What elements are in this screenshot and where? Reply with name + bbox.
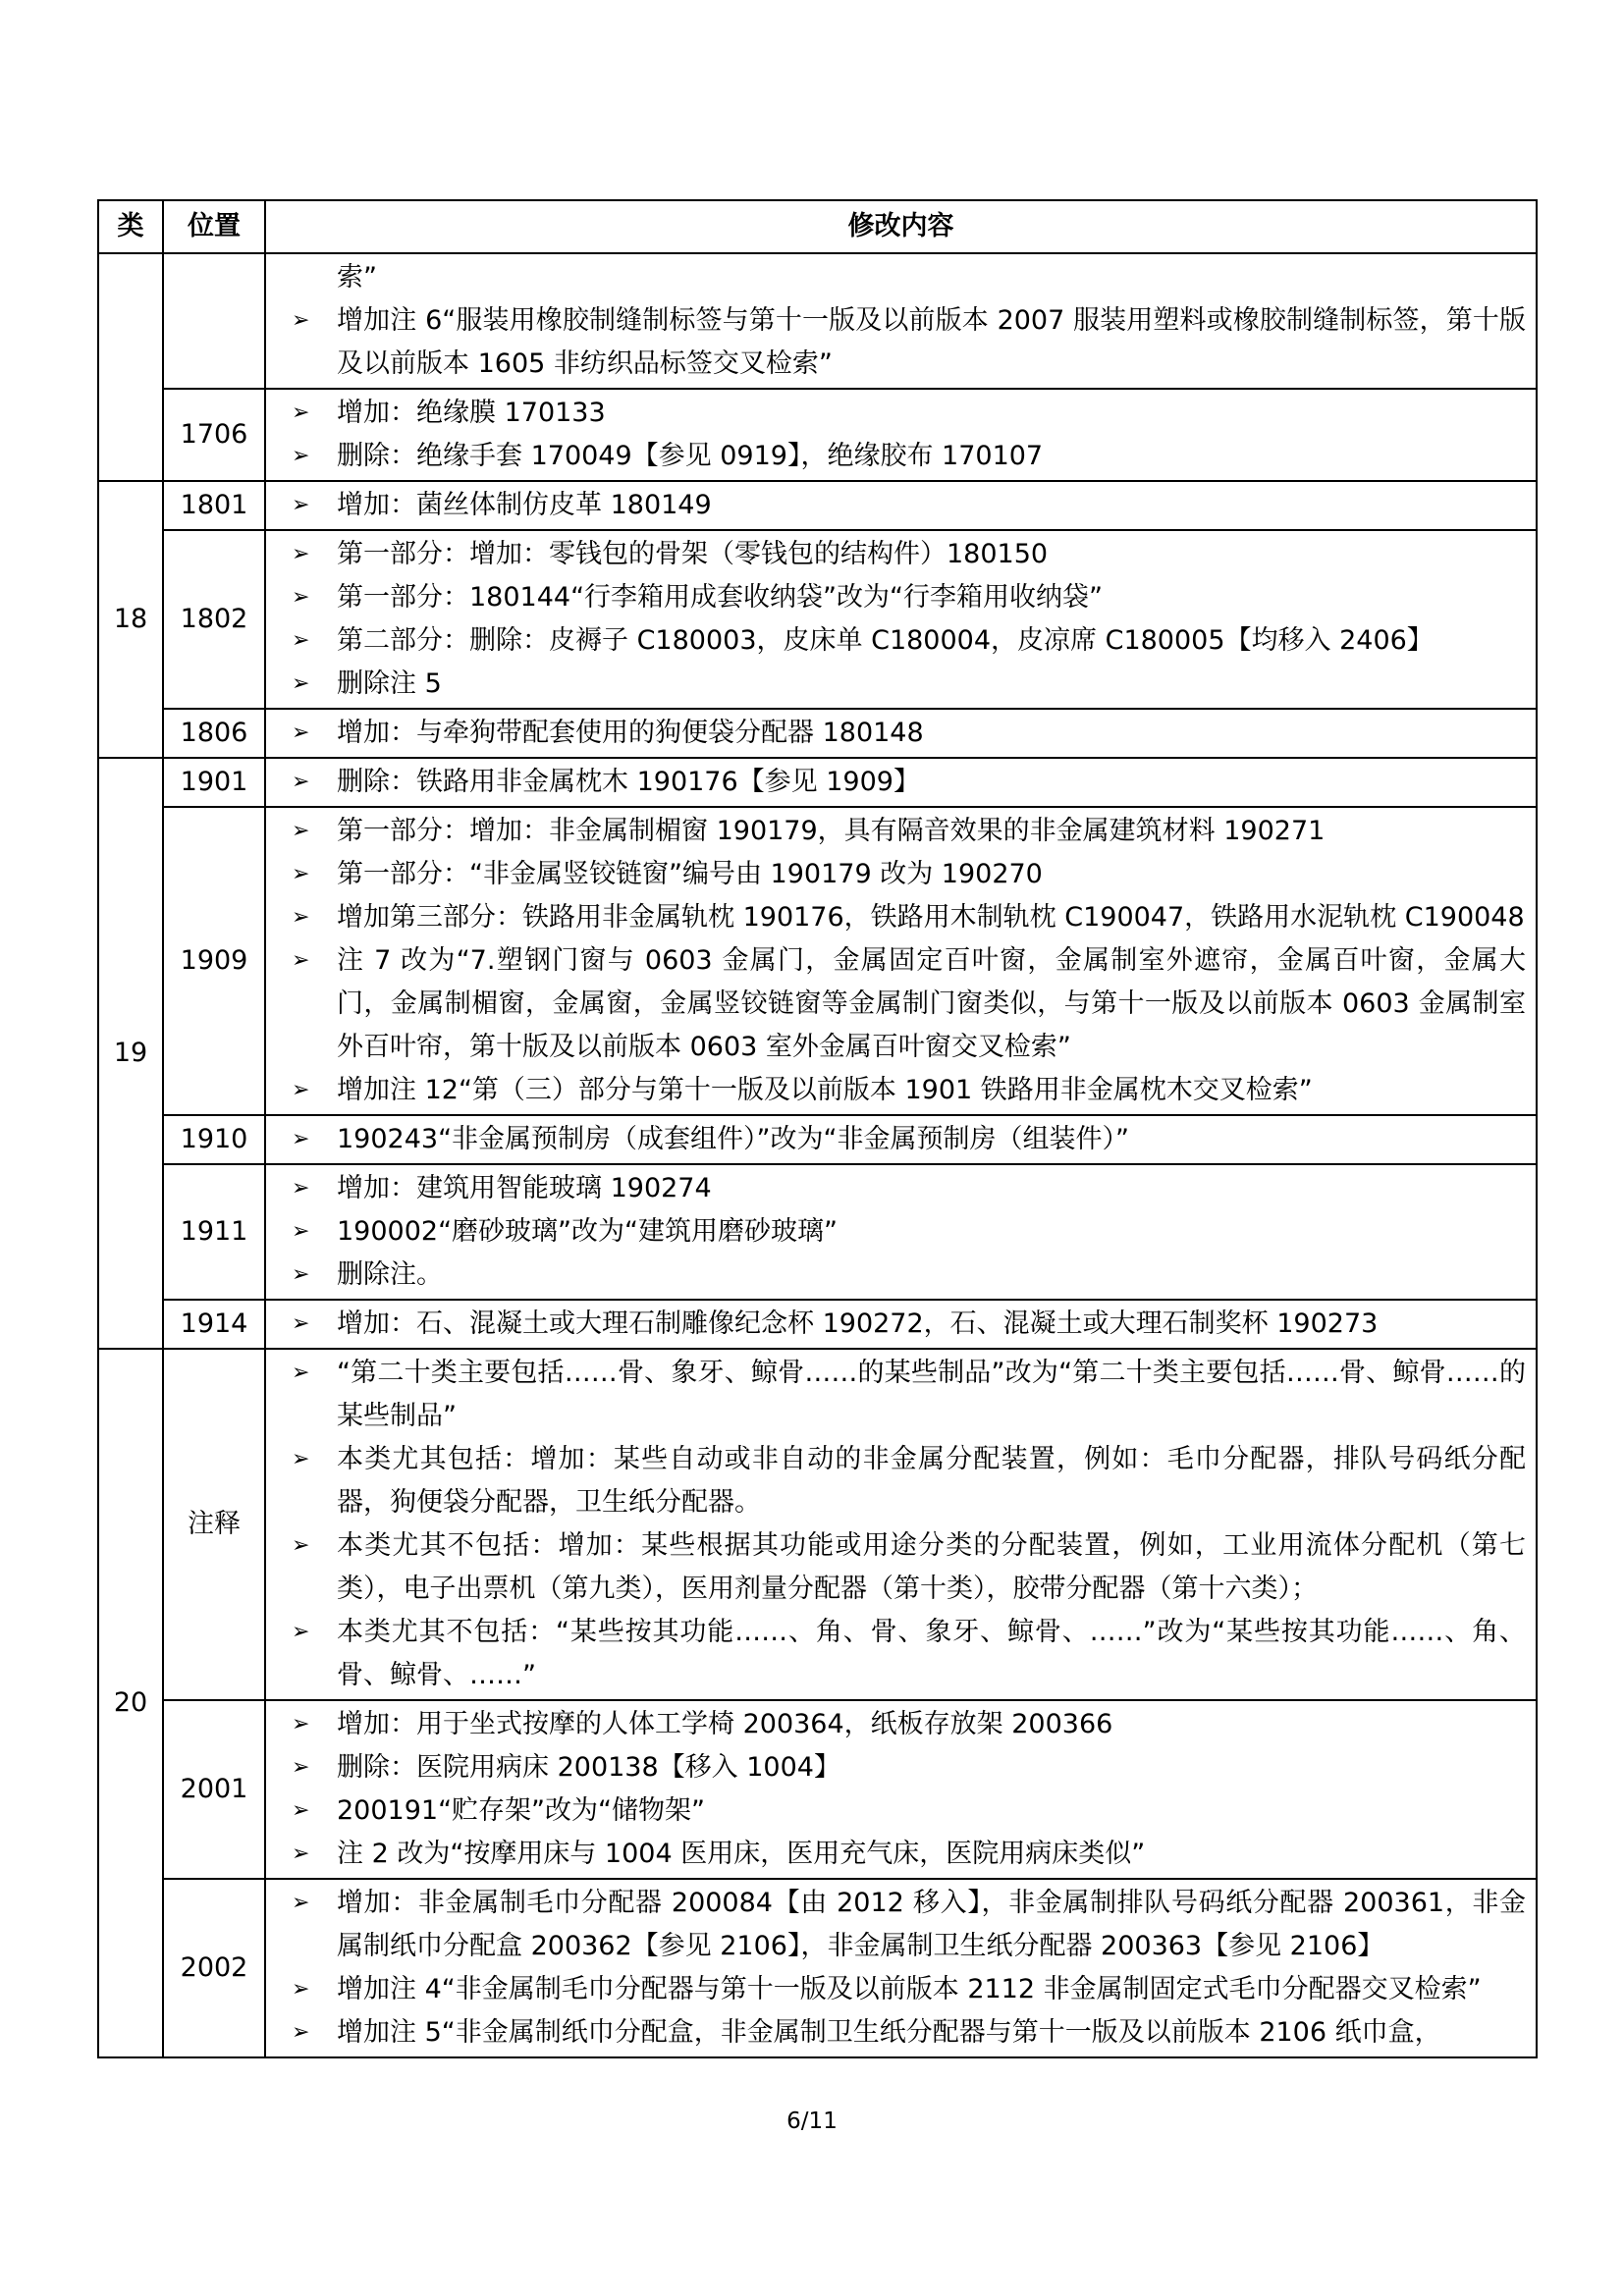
table-row [98, 530, 1537, 709]
table-row [98, 253, 1537, 389]
table-row [98, 758, 1537, 807]
table-row [98, 1164, 1537, 1300]
arrow-bullet-icon: ➢ [292, 948, 310, 973]
position-cell: 1806 [163, 709, 265, 758]
arrow-bullet-icon: ➢ [292, 1533, 310, 1558]
list-item [278, 484, 1526, 527]
arrow-bullet-icon: ➢ [292, 1219, 310, 1244]
arrow-bullet-icon: ➢ [292, 1842, 310, 1866]
table-row [98, 709, 1537, 758]
position-cell: 1914 [163, 1300, 265, 1349]
item-text: 删除注 5 [337, 668, 442, 699]
list-item [278, 1611, 1526, 1697]
item-text: 增加注 6“服装用橡胶制缝制标签与第十一版及以前版本 2007 服装用塑料或橡胶制缝制标签，第十版及以前版本 1605 非纺织品标签交叉检索” [337, 305, 1526, 379]
table-row [98, 807, 1537, 1115]
item-text: 增加：石、混凝土或大理石制雕像纪念杯 190272，石、混凝土或大理石制奖杯 190273 [337, 1308, 1379, 1339]
header-class: 类 [98, 200, 163, 253]
arrow-bullet-icon: ➢ [292, 1620, 310, 1644]
arrow-bullet-icon: ➢ [292, 1361, 310, 1385]
list-item [278, 1833, 1526, 1876]
position-cell: 2002 [163, 1879, 265, 2057]
table-row [98, 481, 1537, 530]
arrow-bullet-icon: ➢ [292, 819, 310, 843]
arrow-bullet-icon: ➢ [292, 862, 310, 886]
table-row [98, 1879, 1537, 2057]
item-text: 删除：铁路用非金属枕木 190176【参见 1909】 [337, 767, 920, 797]
arrow-bullet-icon: ➢ [292, 1311, 310, 1336]
arrow-bullet-icon: ➢ [292, 671, 310, 696]
content-cell [265, 758, 1537, 807]
item-text: 增加：与牵狗带配套使用的狗便袋分配器 180148 [337, 718, 924, 748]
list-item [278, 1968, 1526, 2011]
list-item [278, 761, 1526, 804]
position-cell: 1802 [163, 530, 265, 709]
position-cell: 1910 [163, 1115, 265, 1164]
list-item [278, 1167, 1526, 1210]
item-text: 删除：医院用病床 200138【移入 1004】 [337, 1752, 840, 1783]
list-item [278, 1118, 1526, 1161]
list-item [278, 533, 1526, 576]
list-item [278, 712, 1526, 755]
arrow-bullet-icon: ➢ [292, 400, 310, 425]
list-item [278, 1438, 1526, 1524]
continued-text: 索” [337, 262, 377, 293]
class-cell: 20 [98, 1349, 163, 2057]
content-cell [265, 1300, 1537, 1349]
arrow-bullet-icon: ➢ [292, 1755, 310, 1780]
table-row [98, 1115, 1537, 1164]
list-item [278, 1789, 1526, 1833]
content-cell [265, 1115, 1537, 1164]
position-cell: 1911 [163, 1164, 265, 1300]
list-item [278, 2011, 1526, 2055]
list-item [278, 619, 1526, 663]
content-cell [265, 1879, 1537, 2057]
item-text: 本类尤其不包括：“某些按其功能……、角、骨、象牙、鲸骨、……”改为“某些按其功能……、角、骨、鲸骨、……” [337, 1617, 1526, 1690]
item-text: 第一部分：增加：零钱包的骨架（零钱包的结构件）180150 [337, 539, 1049, 569]
item-text: 增加第三部分：铁路用非金属轨枕 190176，铁路用木制轨枕 C190047，铁路用水泥轨枕 C190048 [337, 902, 1525, 933]
arrow-bullet-icon: ➢ [292, 1078, 310, 1102]
content-cell [265, 1164, 1537, 1300]
item-text: 第一部分：180144“行李箱用成套收纳袋”改为“行李箱用收纳袋” [337, 582, 1104, 613]
position-cell: 注释 [163, 1349, 265, 1700]
arrow-bullet-icon: ➢ [292, 721, 310, 745]
item-text: 增加注 12“第（三）部分与第十一版及以前版本 1901 铁路用非金属枕木交叉检索” [337, 1075, 1313, 1105]
page-number: 6/11 [786, 2109, 838, 2134]
item-text: 本类尤其不包括：增加：某些根据其功能或用途分类的分配装置，例如，工业用流体分配机（第七类），电子出票机（第九类），医用剂量分配器（第十类），胶带分配器（第十六类）； [337, 1530, 1526, 1604]
table-row [98, 1700, 1537, 1879]
list-item [278, 1703, 1526, 1746]
item-text: 增加注 5“非金属制纸巾分配盒，非金属制卫生纸分配器与第十一版及以前版本 2106 纸巾盒， [337, 2017, 1441, 2048]
content-cell [265, 1349, 1537, 1700]
item-text: 190243“非金属预制房（成套组件）”改为“非金属预制房（组装件）” [337, 1124, 1130, 1154]
list-item [278, 853, 1526, 896]
list-item [278, 576, 1526, 619]
position-cell [163, 253, 265, 389]
position-cell: 1801 [163, 481, 265, 530]
arrow-bullet-icon: ➢ [292, 542, 310, 566]
arrow-bullet-icon: ➢ [292, 1176, 310, 1201]
arrow-bullet-icon: ➢ [292, 585, 310, 610]
item-text: 删除：绝缘手套 170049【参见 0919】，绝缘胶布 170107 [337, 441, 1044, 471]
list-item [278, 1254, 1526, 1297]
list-item [278, 1746, 1526, 1789]
arrow-bullet-icon: ➢ [292, 628, 310, 653]
arrow-bullet-icon: ➢ [292, 905, 310, 930]
item-text: 第一部分：“非金属竖铰链窗”编号由 190179 改为 190270 [337, 859, 1043, 889]
position-cell: 1909 [163, 807, 265, 1115]
arrow-bullet-icon: ➢ [292, 2020, 310, 2045]
item-text: 第一部分：增加：非金属制楣窗 190179，具有隔音效果的非金属建筑材料 190271 [337, 816, 1326, 846]
list-item [278, 663, 1526, 706]
list-item [278, 1882, 1526, 1968]
list-item [278, 1303, 1526, 1346]
item-text: “第二十类主要包括……骨、象牙、鲸骨……的某些制品”改为“第二十类主要包括……骨、鲸骨……的某些制品” [337, 1358, 1526, 1431]
list-item [278, 299, 1526, 386]
item-text: 注 7 改为“7.塑钢门窗与 0603 金属门，金属固定百叶窗，金属制室外遮帘，金属百叶窗，金属大门，金属制楣窗，金属窗，金属竖铰链窗等金属制门窗类似，与第十一版及以前版本 0603 金属制室外百叶帘，第十版及以前版本 0603 室外金属百叶窗交叉检索” [337, 945, 1526, 1062]
arrow-bullet-icon: ➢ [292, 1262, 310, 1287]
table-header-row [98, 200, 1537, 253]
list-item [278, 1352, 1526, 1438]
item-text: 190002“磨砂玻璃”改为“建筑用磨砂玻璃” [337, 1216, 839, 1247]
list-item [278, 939, 1526, 1069]
arrow-bullet-icon: ➢ [292, 1447, 310, 1471]
class-cell [98, 253, 163, 481]
table-body [98, 253, 1537, 2057]
content-cell [265, 530, 1537, 709]
content-cell [265, 807, 1537, 1115]
arrow-bullet-icon: ➢ [292, 493, 310, 517]
arrow-bullet-icon: ➢ [292, 1891, 310, 1915]
revision-table [97, 199, 1538, 2058]
item-text: 注 2 改为“按摩用床与 1004 医用床，医用充气床，医院用病床类似” [337, 1839, 1146, 1869]
item-text: 增加：菌丝体制仿皮革 180149 [337, 490, 712, 520]
header-content: 修改内容 [265, 200, 1537, 253]
arrow-bullet-icon: ➢ [292, 444, 310, 468]
item-text: 增加：建筑用智能玻璃 190274 [337, 1173, 712, 1203]
class-cell: 18 [98, 481, 163, 758]
list-item [278, 896, 1526, 939]
item-text: 增加：绝缘膜 170133 [337, 398, 606, 428]
item-text: 增加：用于坐式按摩的人体工学椅 200364，纸板存放架 200366 [337, 1709, 1113, 1739]
list-item [278, 1069, 1526, 1112]
position-cell: 2001 [163, 1700, 265, 1879]
content-cell [265, 389, 1537, 481]
item-text: 删除注。 [337, 1259, 443, 1290]
content-cell [265, 481, 1537, 530]
table-row [98, 1300, 1537, 1349]
arrow-bullet-icon: ➢ [292, 1127, 310, 1151]
position-cell: 1901 [163, 758, 265, 807]
list-item [278, 1524, 1526, 1611]
class-cell: 19 [98, 758, 163, 1349]
list-item [278, 810, 1526, 853]
position-cell: 1706 [163, 389, 265, 481]
arrow-bullet-icon: ➢ [292, 770, 310, 794]
arrow-bullet-icon: ➢ [292, 308, 310, 333]
arrow-bullet-icon: ➢ [292, 1798, 310, 1823]
table-row [98, 389, 1537, 481]
header-position: 位置 [163, 200, 265, 253]
list-item [278, 392, 1526, 435]
arrow-bullet-icon: ➢ [292, 1977, 310, 2002]
table-row [98, 1349, 1537, 1700]
list-item [278, 435, 1526, 478]
content-cell [265, 1700, 1537, 1879]
item-text: 第二部分：删除：皮褥子 C180003，皮床单 C180004，皮凉席 C180005【均移入 2406】 [337, 625, 1434, 656]
item-text: 本类尤其包括：增加：某些自动或非自动的非金属分配装置，例如：毛巾分配器，排队号码纸分配器，狗便袋分配器，卫生纸分配器。 [337, 1444, 1526, 1518]
content-cell [265, 709, 1537, 758]
item-text: 200191“贮存架”改为“储物架” [337, 1795, 706, 1826]
list-item [278, 1210, 1526, 1254]
arrow-bullet-icon: ➢ [292, 1712, 310, 1736]
item-text: 增加：非金属制毛巾分配器 200084【由 2012 移入】，非金属制排队号码纸分配器 200361，非金属制纸巾分配盒 200362【参见 2106】，非金属制卫生纸分配器 200363【参见 2106】 [337, 1888, 1526, 1961]
content-cell [265, 253, 1537, 389]
item-text: 增加注 4“非金属制毛巾分配器与第十一版及以前版本 2112 非金属制固定式毛巾分配器交叉检索” [337, 1974, 1482, 2004]
